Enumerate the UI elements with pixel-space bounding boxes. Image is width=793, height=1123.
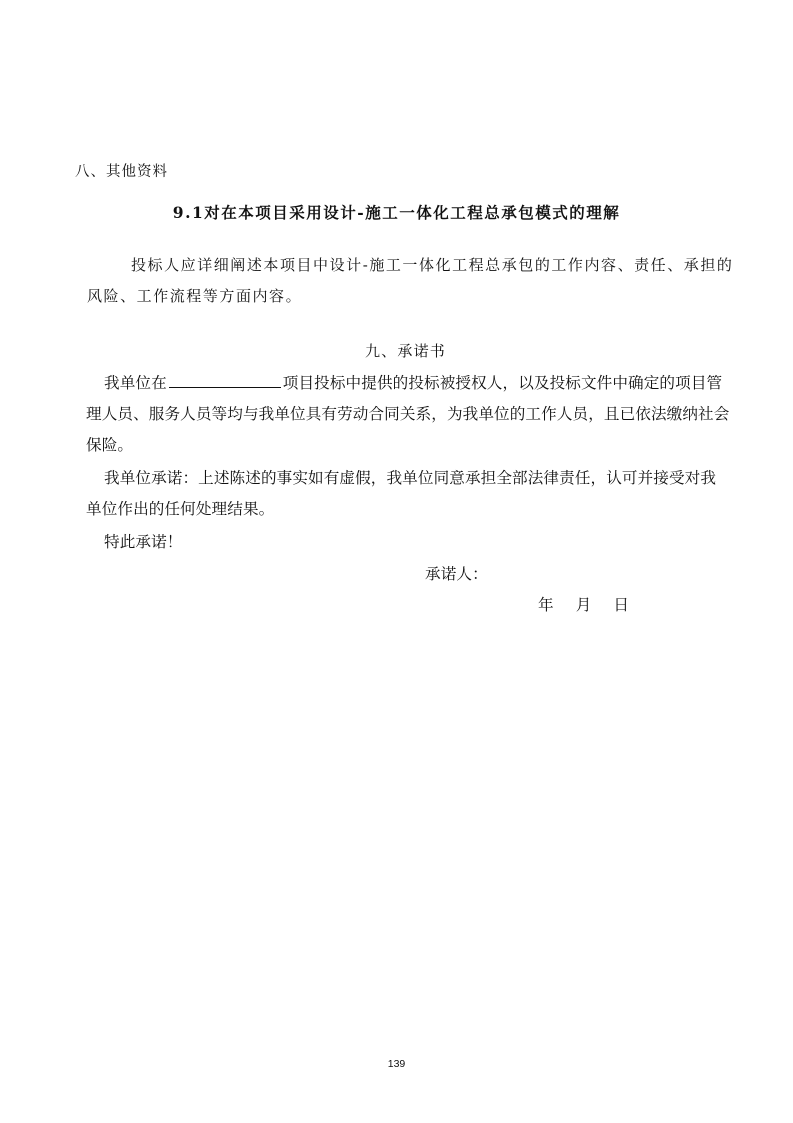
commitment-prefix: 我单位在 (104, 374, 167, 392)
date-day-label: 日 (613, 596, 630, 614)
commitment-paragraph-2-line-1: 我单位承诺：上述陈述的事实如有虚假，我单位同意承担全部法律责任，认可并接受对我 (104, 469, 717, 487)
commitment-paragraph-1-line-3: 保险。 (86, 436, 134, 454)
date-year-label: 年 (538, 596, 554, 614)
commitment-closing: 特此承诺！ (104, 533, 183, 551)
commitment-paragraph-1-line-1 (104, 371, 722, 393)
section-9-heading: 九、承诺书 (364, 342, 446, 360)
project-name-blank-field[interactable] (169, 372, 281, 388)
signer-label: 承诺人： (425, 565, 488, 583)
commitment-suffix: 项目投标中提供的投标被授权人，以及投标文件中确定的项目管 (282, 374, 723, 392)
signature-date (538, 593, 629, 615)
page-number: 139 (387, 1058, 406, 1070)
commitment-paragraph-2-line-2: 单位作出的任何处理结果。 (86, 500, 275, 518)
subsection-9-1-heading: 9.1对在本项目采用设计-施工一体化工程总承包模式的理解 (172, 203, 621, 222)
date-month-label: 月 (575, 596, 592, 614)
commitment-paragraph-1-line-2: 理人员、服务人员等均与我单位具有劳动合同关系，为我单位的工作人员，且已依法缴纳社会 (86, 405, 730, 423)
section-8-heading: 八、其他资料 (75, 164, 168, 180)
description-line-2: 风险、工作流程等方面内容。 (87, 287, 303, 305)
description-line-1: 投标人应详细阐述本项目中设计-施工一体化工程总承包的工作内容、责任、承担的 (131, 256, 734, 274)
